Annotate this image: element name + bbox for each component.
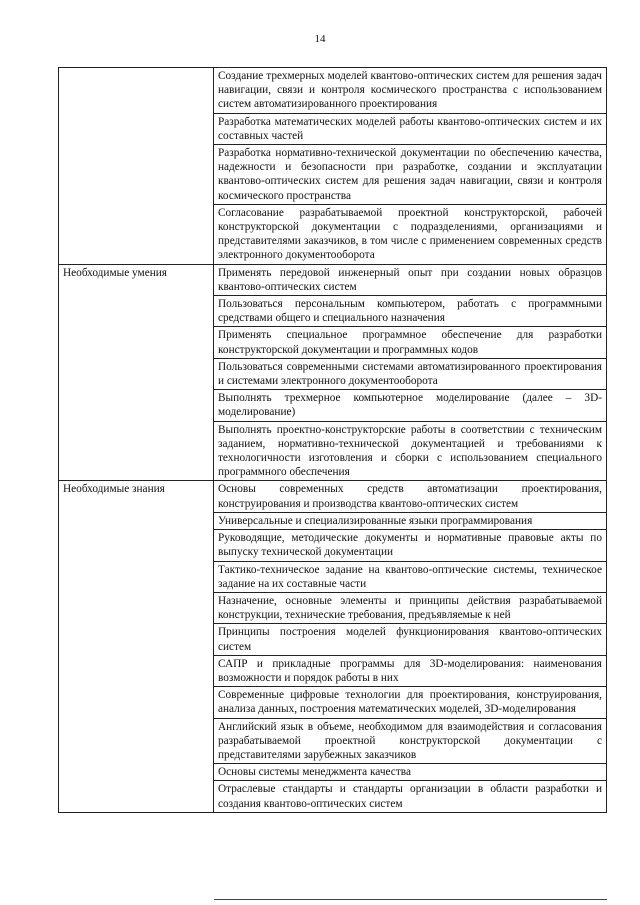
requirement-item: Разработка математических моделей работы квантово-оптических систем и их составных частей [214, 113, 607, 144]
requirement-item: Разработка нормативно-технической документации по обеспечению качества, надежности и безопасности при разработке, создании и эксплуатации квантово-оптических систем для решения задач навигации, связи и контроля космического пространства [214, 145, 607, 205]
requirement-item: Принципы построения моделей функционирования квантово-оптических систем [214, 624, 607, 655]
page-number: 14 [314, 33, 326, 45]
table-row [59, 68, 607, 114]
requirement-item: Согласование разрабатываемой проектной конструкторской, рабочей конструкторской документации с подразделениями, организациями и представителями заказчиков, в том числе с применением современных средств электронного документооборота [214, 204, 607, 264]
requirement-item: Тактико-техническое задание на квантово-оптические системы, техническое задание на их составные части [214, 561, 607, 592]
table-row [59, 264, 607, 295]
requirement-item: Английский язык в объеме, необходимом для взаимодействия и согласования разрабатываемой проектной конструкторской документации с представителями зарубежных заказчиков [214, 718, 607, 764]
requirement-item: САПР и прикладные программы для 3D-моделирования: наименования возможности и порядок работы в них [214, 655, 607, 686]
requirement-item: Основы системы менеджмента качества [214, 764, 607, 781]
section-label-cell [59, 68, 214, 265]
requirement-item: Назначение, основные элементы и принципы действия разрабатываемой конструкции, технические требования, предъявляемые к ней [214, 592, 607, 623]
page-bottom-rule [214, 899, 607, 900]
requirements-table-body [59, 68, 607, 813]
section-label-cell: Необходимые знания [59, 481, 214, 812]
requirement-item: Выполнять трехмерное компьютерное моделирование (далее – 3D-моделирование) [214, 390, 607, 421]
requirement-item: Применять передовой инженерный опыт при создании новых образцов квантово-оптических систем [214, 264, 607, 295]
requirement-item: Отраслевые стандарты и стандарты организации в области разработки и создания квантово-оптических систем [214, 781, 607, 812]
requirements-table [58, 67, 607, 813]
requirement-item: Универсальные и специализированные языки программирования [214, 512, 607, 529]
requirement-item: Руководящие, методические документы и нормативные правовые акты по выпуску технической документации [214, 530, 607, 561]
requirement-item: Основы современных средств автоматизации проектирования, конструирования и производства квантово-оптических систем [214, 481, 607, 512]
requirement-item: Пользоваться персональным компьютером, работать с программными средствами общего и специального назначения [214, 296, 607, 327]
requirement-item: Современные цифровые технологии для проектирования, конструирования, анализа данных, построения математических моделей, 3D-моделирования [214, 687, 607, 718]
requirement-item: Применять специальное программное обеспечение для разработки конструкторской документации и программных кодов [214, 327, 607, 358]
requirement-item: Создание трехмерных моделей квантово-оптических систем для решения задач навигации, связи и контроля космического пространства с использованием систем автоматизированного проектирования [214, 68, 607, 114]
requirement-item: Пользоваться современными системами автоматизированного проектирования и системами электронного документооборота [214, 358, 607, 389]
section-label-cell: Необходимые умения [59, 264, 214, 481]
requirement-item: Выполнять проектно-конструкторские работы в соответствии с техническим заданием, нормативно-технической документацией и требованиями к технологичности изготовления и сборки с использованием специального программного обеспечения [214, 421, 607, 481]
table-row [59, 481, 607, 512]
